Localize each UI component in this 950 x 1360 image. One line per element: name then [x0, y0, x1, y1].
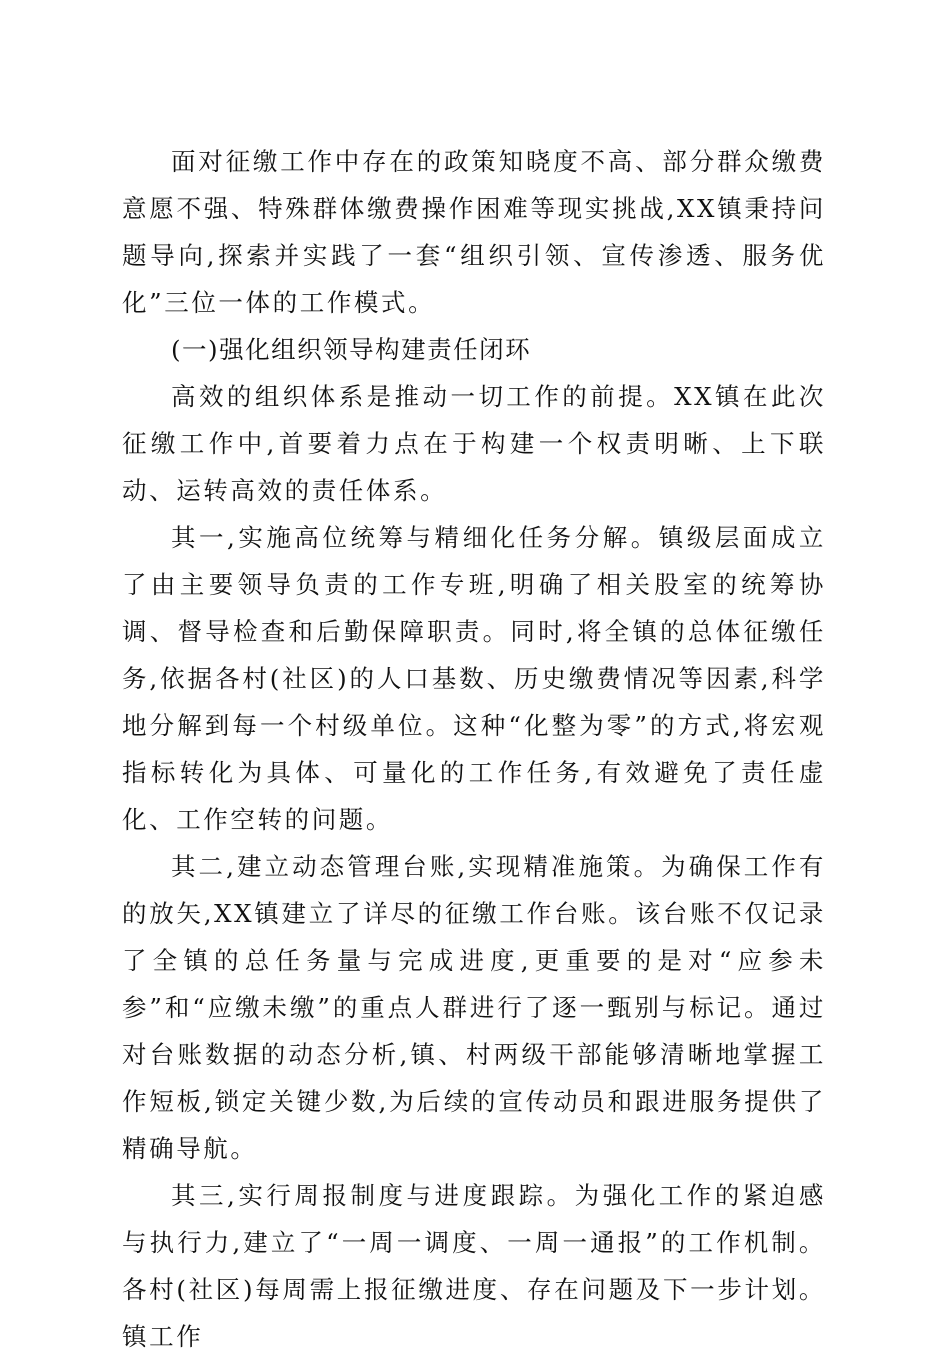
section-heading: (一)强化组织领导构建责任闭环	[171, 335, 532, 364]
paragraph-intro: 面对征缴工作中存在的政策知晓度不高、部分群众缴费意愿不强、特殊群体缴费操作困难等现实挑战,XX镇秉持问题导向,探索并实践了一套“组织引领、宣传渗透、服务优化”三位一体的工作模式。	[122, 147, 826, 317]
paragraph-organization: 高效的组织体系是推动一切工作的前提。XX镇在此次征缴工作中,首要着力点在于构建一个权责明晰、上下联动、运转高效的责任体系。	[122, 382, 826, 505]
paragraph-point-one: 其一,实施高位统筹与精细化任务分解。镇级层面成立了由主要领导负责的工作专班,明确了相关股室的统筹协调、督导检查和后勤保障职责。同时,将全镇的总体征缴任务,依据各村(社区)的人口基数、历史缴费情况等因素,科学地分解到每一个村级单位。这种“化整为零”的方式,将宏观指标转化为具体、可量化的工作任务,有效避免了责任虚化、工作空转的问题。	[122, 523, 826, 834]
paragraph-point-three: 其三,实行周报制度与进度跟踪。为强化工作的紧迫感与执行力,建立了“一周一调度、一周一通报”的工作机制。各村(社区)每周需上报征缴进度、存在问题及下一步计划。镇工作	[122, 1181, 826, 1351]
paragraph-point-two: 其二,建立动态管理台账,实现精准施策。为确保工作有的放矢,XX镇建立了详尽的征缴工作台账。该台账不仅记录了全镇的总任务量与完成进度,更重要的是对“应参未参”和“应缴未缴”的重点人群进行了逐一甄别与标记。通过对台账数据的动态分析,镇、村两级干部能够清晰地掌握工作短板,锁定关键少数,为后续的宣传动员和跟进服务提供了精确导航。	[122, 852, 826, 1163]
document-body	[122, 138, 826, 1360]
